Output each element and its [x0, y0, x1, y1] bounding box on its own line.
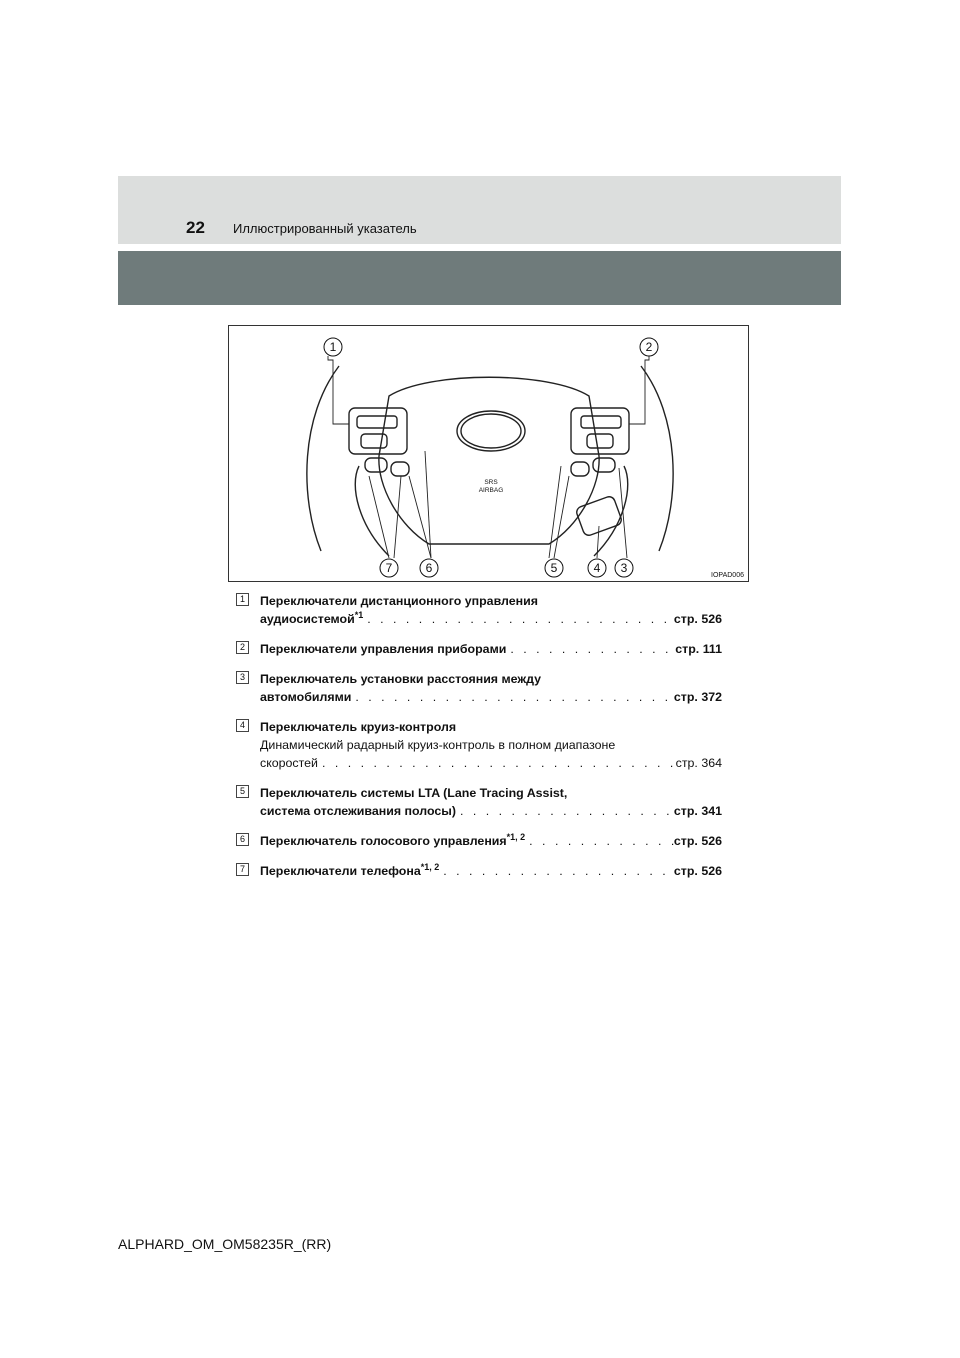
item-number: 1 [236, 593, 249, 606]
list-item: 4 Переключатель круиз-контроля Динамический радарный круиз-контроль в полном диапазоне скоростей . . . стр. 364 [236, 718, 722, 772]
item-list [236, 592, 722, 892]
header-dark-band [118, 251, 841, 305]
wheel-emblem [457, 411, 525, 451]
item-number: 2 [236, 641, 249, 654]
page-ref[interactable]: стр. 526 [673, 864, 722, 878]
page-number: 22 [186, 218, 205, 237]
callout-6: 6 [425, 561, 433, 575]
wheel-rim-right [641, 366, 673, 551]
header-band [118, 176, 841, 244]
page-ref[interactable]: стр. 372 [673, 690, 722, 704]
page-ref[interactable]: стр. 526 [673, 612, 722, 626]
right-switch-panel [571, 408, 629, 454]
footer-doc-code: ALPHARD_OM_OM58235R_(RR) [118, 1236, 332, 1252]
page-ref[interactable]: стр. 341 [673, 804, 722, 818]
callout-2: 2 [645, 340, 653, 354]
steering-wheel-figure [228, 325, 749, 582]
item-number: 7 [236, 863, 249, 876]
item-number: 6 [236, 833, 249, 846]
list-item: 7 Переключатели телефона$^{*1, 2}$ . . . стр. 526 [236, 862, 722, 880]
airbag-label-airbag: AIRBAG [478, 487, 504, 494]
figure-code: IOPAD006 [711, 572, 744, 579]
page-ref[interactable]: стр. 526 [673, 834, 722, 848]
airbag-hub [379, 377, 599, 544]
list-item: 3 Переключатель установки расстояния между автомобилями . . . стр. 372 [236, 670, 722, 706]
callout-3: 3 [620, 561, 628, 575]
page-ref[interactable]: стр. 364 [675, 756, 722, 770]
callout-4: 4 [593, 561, 601, 575]
item-number: 4 [236, 719, 249, 732]
steering-wheel-illustration [229, 326, 749, 582]
callout-7: 7 [385, 561, 393, 575]
wheel-rim-left [307, 366, 339, 551]
spoke-left [355, 466, 389, 556]
item-number: 5 [236, 785, 249, 798]
left-switch-panel [349, 408, 407, 454]
list-item: 1 Переключатели дистанционного управления аудиосистемой$^{*1}$ . . . стр. 526 [236, 592, 722, 628]
section-title: Иллюстрированный указатель [233, 221, 417, 236]
list-item: 2 Переключатели управления приборами . . . стр. 111 [236, 640, 722, 658]
list-item: 5 Переключатель системы LTA (Lane Tracing Assist, система отслеживания полосы) . . . стр. 341 [236, 784, 722, 820]
phone-switch-left [365, 458, 387, 472]
callout-1: 1 [329, 340, 337, 354]
callout-5: 5 [550, 561, 558, 575]
item-number: 3 [236, 671, 249, 684]
list-item: 6 Переключатель голосового управления$^{*1, 2}$ . . . стр. 526 [236, 832, 722, 850]
page-ref[interactable]: стр. 111 [675, 642, 722, 656]
airbag-label-srs: SRS [484, 479, 498, 486]
